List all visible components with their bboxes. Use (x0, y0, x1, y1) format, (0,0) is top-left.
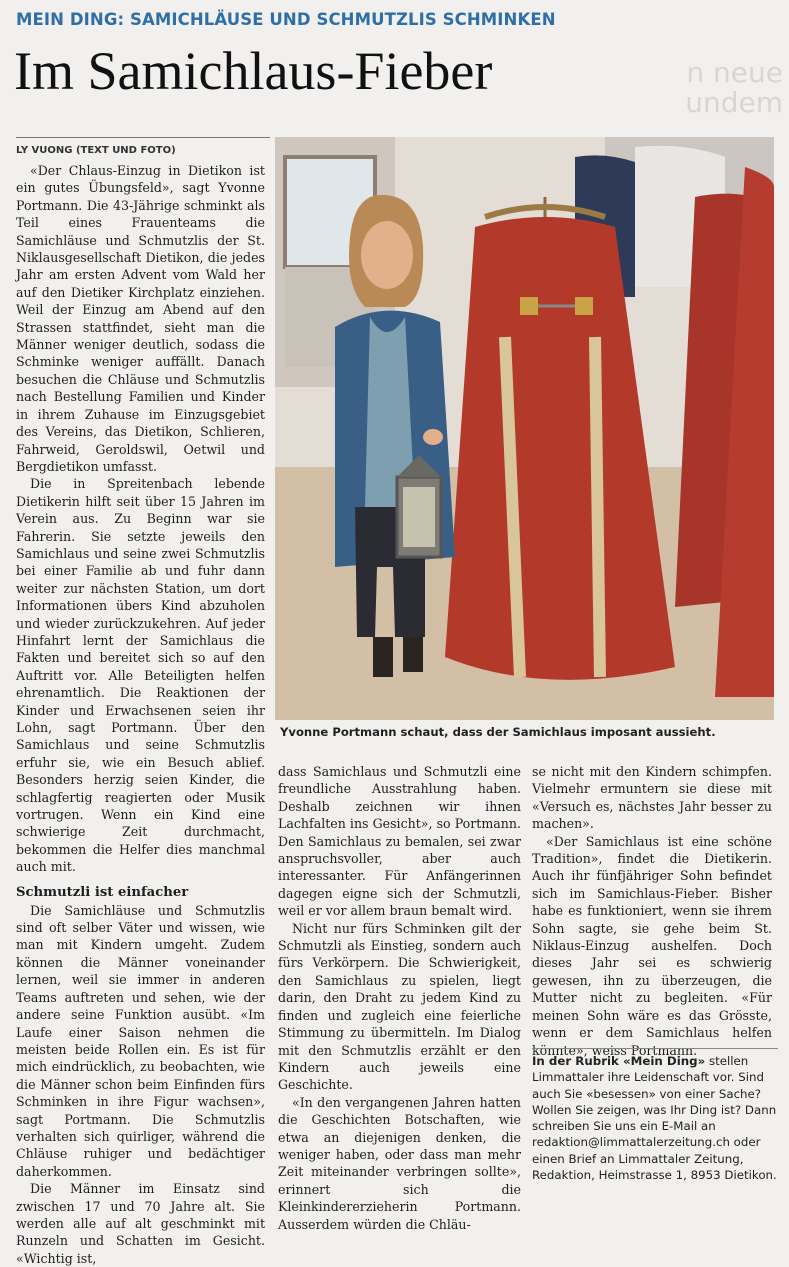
kicker-rubric: MEIN DING: SAMICHLÄUSE UND SCHMUTZLIS SCHMINKEN (16, 10, 556, 29)
info-box-rule (532, 1048, 778, 1049)
column-1 (16, 162, 265, 1267)
headline: Im Samichlaus-Fieber (14, 41, 493, 101)
paragraph: Die in Spreitenbach lebende Dietikerin hilft seit über 15 Jahren im Verein aus. Zu Beginn war sie Fahrerin. Sie setzte jeweils den Samichlaus und seine zwei Schmutzlis bei einer Familie ab und fuhr dann weiter zur nächsten Station, um dort Informationen übers Kind abzuholen und wieder zurückzukehren. Auf jeder Hinfahrt lernt der Samichlaus die Fakten und bereitet sich so auf den Auftritt vor. Alle Beteiligten helfen ehrenamtlich. Die Reaktionen der Kinder und Erwachsenen seien ihr Lohn, sagt Portmann. Über den Samichlaus und seine Schmutzlis erfuhr sie, wie ein Besuch ablief. Besonders herzig seien Kinder, die schlagfertig reagierten oder Musik vortrugen. Wenn ein Kind eine schwierige Zeit durchmacht, bekommen die Helfer dies manchmal auch mit. (16, 476, 265, 875)
paragraph: Die Männer im Einsatz sind zwischen 17 und 70 Jahre alt. Sie werden alle auf alt geschminkt mit Runzeln und Schatten im Gesicht. «Wichtig ist, (16, 1181, 265, 1266)
photo-illustration (275, 137, 774, 720)
paragraph: dass Samichlaus und Schmutzli eine freundliche Ausstrahlung haben. Deshalb zeichnen wir ihnen Lachfalten ins Gesicht», so Portmann. Den Samichlaus zu bemalen, sei zwar anspruchsvoller, aber auch interessanter. Für Anfängerinnen dagegen eigne sich der Schmutzli, weil er vor allem braun bemalt wird. (278, 764, 521, 919)
paragraph: se nicht mit den Kindern schimpfen. Vielmehr ermuntern sie diese mit «Versuch es, nächstes Jahr besser zu machen». (532, 764, 772, 832)
bleed-through-text: undem (685, 86, 783, 119)
article-photo (275, 137, 774, 720)
byline-rule (16, 137, 270, 138)
column-3 (532, 763, 772, 1059)
photo-caption: Yvonne Portmann schaut, dass der Samichlaus imposant aussieht. (280, 725, 716, 739)
paragraph: Die Samichläuse und Schmutzlis sind oft selber Väter und wissen, wie man mit Kindern umgeht. Zudem können die Männer voneinander lernen, weil sie immer in anderen Teams auftreten und sehen, wie der andere seine Funktion ausübt. «Im Laufe einer Saison nehmen die meisten beide Rollen ein. Es ist für mich eindrücklich, zu beobachten, wie die Männer schon beim Einfinden fürs Schminken in ihre Figur wachsen», sagt Portmann. Die Schmutzlis verhalten sich quirliger, während die Chläuse ruhiger und bedächtiger daherkommen. (16, 902, 265, 1179)
bleed-through-text: n neue (686, 56, 783, 89)
info-box-lead: In der Rubrik «Mein Ding» (532, 1054, 706, 1068)
info-box (532, 1048, 778, 1183)
paragraph: Nicht nur fürs Schminken gilt der Schmutzli als Einstieg, sondern auch fürs Verkörpern. Die Schwierigkeit, den Samichlaus zu spielen, liegt darin, den Draht zu jedem Kind zu finden und zugleich eine feierliche Stimmung zu übermitteln. Im Dialog mit den Schmutzlis erzählt er den Kindern auch jeweils eine Geschichte. (278, 920, 521, 1093)
byline: LY VUONG (TEXT UND FOTO) (16, 145, 176, 156)
column-2 (278, 763, 521, 1233)
paragraph: «In den vergangenen Jahren hatten die Geschichten Botschaften, wie etwa an diejenigen denken, die weniger haben, oder dass man mehr Zeit miteinander verbringen sollte», erinnert sich die Kleinkindererzieherin Portmann. Ausserdem würden die Chläu- (278, 1094, 521, 1232)
info-box-text: stellen Limmattaler ihre Leidenschaft vor. Sind auch Sie «besessen» von einer Sache? Wollen Sie zeigen, was Ihr Ding ist? Dann schreiben Sie uns ein E-Mail an redaktion@limmattalerzeitung.ch oder einen Brief an Limmattaler Zeitung, Redaktion, Heimstrasse 1, 8953 Dietikon. (532, 1054, 777, 1183)
paragraph: «Der Chlaus-Einzug in Dietikon ist ein gutes Übungsfeld», sagt Yvonne Portmann. Die 43-Jährige schminkt als Teil eines Frauenteams die Samichläuse und Schmutzlis der St. Niklausgesellschaft Dietikon, die jedes Jahr am ersten Advent vom Wald her auf den Dietiker Kirchplatz einziehen. Weil der Einzug am Abend auf den Strassen stattfindet, sieht man die Männer weniger deutlich, sodass die Schminke weniger auffällt. Danach besuchen die Chläuse und Schmutzlis nach Bestellung Familien und Kinder in ihrem Zuhause im Einzugsgebiet des Vereins, das Dietikon, Schlieren, Fahrweid, Geroldswil, Oetwil und Bergdietikon umfasst. (16, 163, 265, 474)
paragraph: «Der Samichlaus ist eine schöne Tradition», findet die Dietikerin. Auch ihr fünfjähriger Sohn befindet sich im Samichlaus-Fieber. Bisher habe es funktioniert, wenn sie ihrem Sohn sagte, sie gehe beim St. Niklaus-Einzug aushelfen. Doch dieses Jahr sei es schwierig gewesen, ihn zu überzeugen, die Mutter nicht zu begleiten. «Für meinen Sohn wäre es das Grösste, wenn er dem Samichlaus helfen könnte», weiss Portmann. (532, 833, 772, 1058)
subheading: Schmutzli ist einfacher (16, 884, 189, 900)
